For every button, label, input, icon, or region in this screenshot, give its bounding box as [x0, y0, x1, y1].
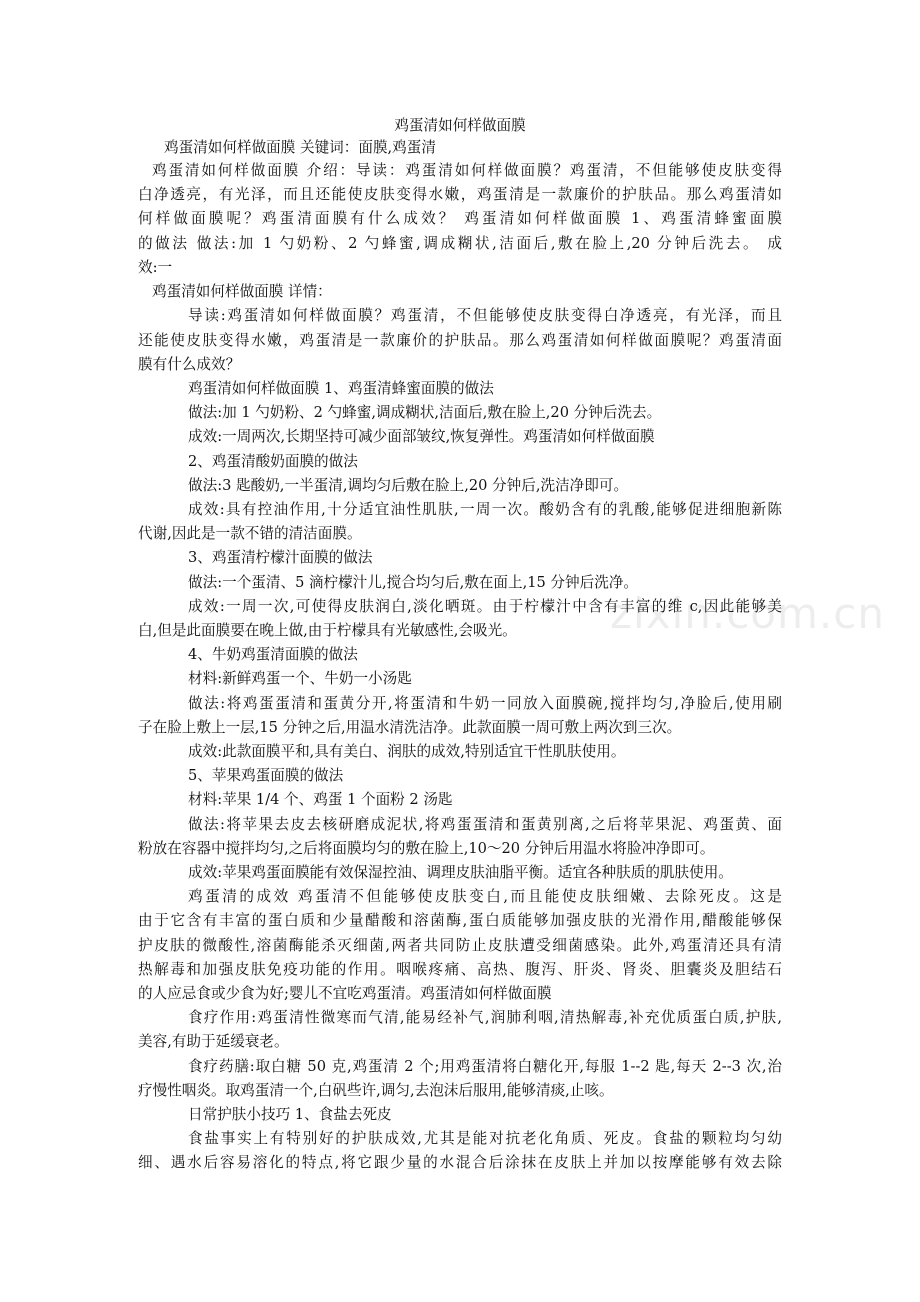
body-line: 鸡蛋清的成效 鸡蛋清不但能够使皮肤变白,而且能使皮肤细嫩、去除死皮。这是	[188, 888, 782, 905]
section-heading: 4、牛奶鸡蛋清面膜的做法	[188, 646, 358, 663]
body-line: 成效:苹果鸡蛋面膜能有效保湿控油、调理皮肤油脂平衡。适宜各种肤质的肌肤使用。	[188, 864, 733, 881]
body-line: 材料:新鲜鸡蛋一个、牛奶一小汤匙	[188, 670, 412, 687]
body-line: 护皮肤的微酸性,溶菌酶能杀灭细菌,两者共同防止皮肤遭受细菌感染。此外,鸡蛋清还具有清	[138, 937, 782, 954]
body-line: 由于它含有丰富的蛋白质和少量醋酸和溶菌酶,蛋白质能够加强皮肤的光滑作用,醋酸能够保	[138, 912, 782, 929]
section-heading: 2、鸡蛋清酸奶面膜的做法	[188, 453, 358, 470]
document-title: 鸡蛋清如何样做面膜	[394, 117, 526, 134]
body-line: 还能使皮肤变得水嫩，鸡蛋清是一款廉价的护肤品。那么鸡蛋清如何样做面膜呢？鸡蛋清面	[138, 332, 782, 349]
body-line: 做法:将苹果去皮去核研磨成泥状,将鸡蛋蛋清和蛋黄别离,之后将苹果泥、鸡蛋黄、面	[188, 816, 782, 833]
body-line: 食疗作用:鸡蛋清性微寒而气清,能易经补气,润肺利咽,清热解毒,补充优质蛋白质,护肤,	[188, 1009, 782, 1026]
body-line: 做法:一个蛋清、5 滴柠檬汁儿,搅合均匀后,敷在面上,15 分钟后洗净。	[188, 574, 639, 591]
body-line: 食盐事实上有特别好的护肤成效,尤其是能对抗老化角质、死皮。食盐的颗粒均匀幼	[188, 1130, 782, 1147]
body-line: 的人应忌食或少食为好;婴儿不宜吃鸡蛋清。鸡蛋清如何样做面膜	[138, 985, 552, 1002]
intro-line: 效:一	[138, 259, 173, 276]
body-line: 食疗药膳:取白糖 50 克,鸡蛋清 2 个;用鸡蛋清将白糖化开,每服 1--2 匙,每天 2--3 次,治	[188, 1058, 782, 1075]
body-line: 成效:一周两次,长期坚持可减少面部皱纹,恢复弹性。鸡蛋清如何样做面膜	[188, 428, 655, 445]
body-line: 鸡蛋清如何样做面膜 1、鸡蛋清蜂蜜面膜的做法	[188, 380, 494, 397]
keywords-line: 鸡蛋清如何样做面膜 关键词：面膜,鸡蛋清	[164, 139, 436, 156]
body-line: 做法:将鸡蛋蛋清和蛋黄分开,将蛋清和牛奶一同放入面膜碗,搅拌均匀,净脸后,使用刷	[188, 695, 782, 712]
body-line: 膜有什么成效？	[138, 356, 241, 373]
body-line: 子在脸上敷上一层,15 分钟之后,用温水清洗洁净。此款面膜一周可敷上两次到三次。	[138, 719, 682, 736]
body-line: 粉放在容器中搅拌均匀,之后将面膜均匀的敷在脸上,10～20 分钟后用温水将脸冲净即可。	[138, 840, 715, 857]
body-line: 做法:加 1 勺奶粉、2 勺蜂蜜,调成糊状,洁面后,敷在脸上,20 分钟后洗去。	[188, 404, 662, 421]
body-line: 成效:一周一次,可使得皮肤润白,淡化晒斑。由于柠檬汁中含有丰富的维 c,因此能够美	[188, 598, 782, 615]
body-line: 成效:具有控油作用,十分适宜油性肌肤,一周一次。酸奶含有的乳酸,能够促进细胞新陈	[188, 501, 782, 518]
body-line: 做法:3 匙酸奶,一半蛋清,调均匀后敷在脸上,20 分钟后,洗洁净即可。	[188, 477, 629, 494]
section-heading: 日常护肤小技巧 1、食盐去死皮	[188, 1106, 392, 1123]
section-heading: 5、苹果鸡蛋面膜的做法	[188, 767, 344, 784]
body-line: 细、遇水后容易溶化的特点,将它跟少量的水混合后涂抹在皮肤上并加以按摩能够有效去除	[138, 1154, 782, 1171]
watermark: zixin.com.cn	[610, 589, 885, 638]
intro-line: 白净透亮，有光泽，而且还能使皮肤变得水嫩，鸡蛋清是一款廉价的护肤品。那么鸡蛋清如	[138, 186, 782, 203]
body-line: 白,但是此面膜要在晚上做,由于柠檬具有光敏感性,会吸光。	[138, 622, 517, 639]
body-line: 材料:苹果 1/4 个、鸡蛋 1 个面粉 2 汤匙	[188, 791, 453, 808]
body-line: 热解毒和加强皮肤免疫功能的作用。咽喉疼痛、高热、腹泻、肝炎、肾炎、胆囊炎及胆结石	[138, 961, 782, 978]
section-heading: 3、鸡蛋清柠檬汁面膜的做法	[188, 549, 373, 566]
body-line: 代谢,因此是一款不错的清洁面膜。	[138, 525, 362, 542]
intro-line: 的做法 做法:加 1 勺奶粉、2 勺蜂蜜,调成糊状,洁面后,敷在脸上,20 分钟后洗去。 成	[138, 235, 782, 252]
intro-line: 何样做面膜呢？鸡蛋清面膜有什么成效？ 鸡蛋清如何样做面膜 1、鸡蛋清蜂蜜面膜	[138, 210, 782, 227]
body-line: 疗慢性咽炎。取鸡蛋清一个,白矾些许,调匀,去泡沫后服用,能够清痰,止咳。	[138, 1082, 614, 1099]
detail-label: 鸡蛋清如何样做面膜 详情：	[152, 283, 332, 300]
body-line: 美容,有助于延缓衰老。	[138, 1033, 289, 1050]
intro-line: 鸡蛋清如何样做面膜 介绍：导读：鸡蛋清如何样做面膜？鸡蛋清，不但能够使皮肤变得	[152, 162, 782, 179]
body-line: 成效:此款面膜平和,具有美白、润肤的成效,特别适宜干性肌肤使用。	[188, 743, 626, 760]
body-line: 导读:鸡蛋清如何样做面膜？鸡蛋清，不但能够使皮肤变得白净透亮，有光泽，而且	[188, 307, 782, 324]
